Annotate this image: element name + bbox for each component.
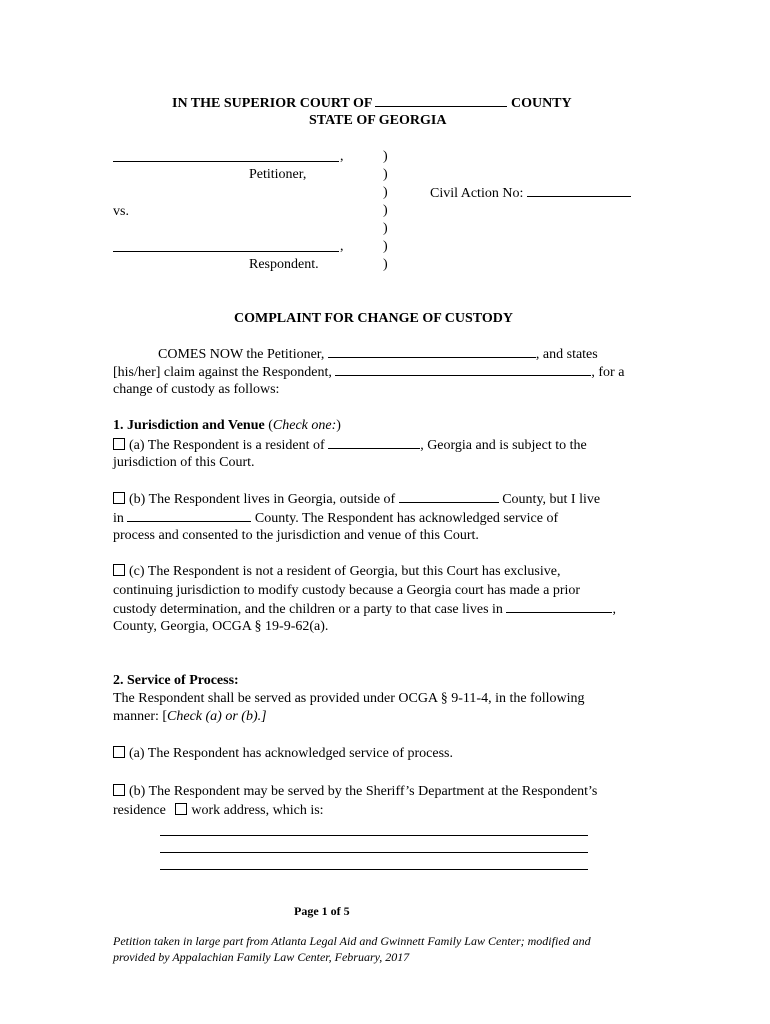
caption-paren-column: [383, 148, 393, 274]
respondent-name-blank[interactable]: [335, 363, 591, 376]
civil-action: Civil Action No:: [430, 184, 631, 203]
page-number: Page 1 of 5: [294, 904, 350, 918]
checkbox-2b[interactable]: [113, 784, 125, 796]
checkbox-1b[interactable]: [113, 492, 125, 504]
petitioner-name-blank[interactable]: [328, 345, 536, 358]
county-blank-1b-live[interactable]: [127, 509, 251, 522]
option-2a: (a) The Respondent has acknowledged service of process.: [113, 745, 453, 763]
section-2-heading: 2. Service of Process:: [113, 673, 239, 688]
paren: ): [383, 221, 388, 236]
option-1b: (b) The Respondent lives in Georgia, outside of County, but I live: [113, 490, 600, 509]
petitioner-name-line[interactable]: [113, 161, 339, 162]
option-1c-line-3: custody determination, and the children or a party to that case lives in ,: [113, 602, 616, 617]
checkbox-1c[interactable]: [113, 564, 125, 576]
address-line-2[interactable]: [160, 852, 588, 853]
complaint-title: COMPLAINT FOR CHANGE OF CUSTODY: [234, 311, 513, 326]
intro-line-3: change of custody as follows:: [113, 382, 280, 397]
option-1c: (c) The Respondent is not a resident of Georgia, but this Court has exclusive,: [113, 563, 560, 581]
option-1b-line-2: in County. The Respondent has acknowledged service of: [113, 511, 559, 526]
paren: ): [383, 185, 388, 200]
county-blank-1c[interactable]: [506, 600, 612, 613]
respondent-label: Respondent.: [249, 257, 319, 272]
section-1-heading: 1. Jurisdiction and Venue (Check one:): [113, 418, 341, 433]
option-1a: (a) The Respondent is a resident of , Georgia and is subject to the: [113, 436, 587, 455]
paren: ): [383, 257, 388, 272]
section-2-line-2: manner: [Check (a) or (b).]: [113, 709, 267, 724]
county-blank-1b-outside[interactable]: [399, 490, 499, 503]
option-1a-line-2: jurisdiction of this Court.: [113, 455, 255, 470]
footer-note-line-2: provided by Appalachian Family Law Center, February, 2017: [113, 950, 410, 964]
address-line-3[interactable]: [160, 869, 588, 870]
checkbox-1a[interactable]: [113, 438, 125, 450]
footer-note-line-1: Petition taken in large part from Atlanta Legal Aid and Gwinnett Family Law Center; modified and: [113, 934, 591, 948]
petitioner-comma: ,: [340, 149, 344, 164]
paren: ): [383, 149, 388, 164]
paren: ): [383, 203, 388, 218]
court-heading: IN THE SUPERIOR COURT OF COUNTY: [172, 96, 572, 111]
option-1c-line-2: continuing jurisdiction to modify custody because a Georgia court has made a prior: [113, 583, 581, 598]
address-line-1[interactable]: [160, 835, 588, 836]
checkbox-2a[interactable]: [113, 746, 125, 758]
intro-line-1: COMES NOW the Petitioner, , and states: [158, 347, 598, 362]
option-1c-line-4: County, Georgia, OCGA § 19-9-62(a).: [113, 619, 329, 634]
checkbox-2b-work[interactable]: [175, 803, 187, 815]
petitioner-label: Petitioner,: [249, 167, 307, 182]
respondent-comma: ,: [340, 239, 344, 254]
county-blank-1a[interactable]: [328, 436, 420, 449]
respondent-name-line[interactable]: [113, 251, 339, 252]
option-1b-line-3: process and consented to the jurisdiction and venue of this Court.: [113, 528, 479, 543]
section-2-line-1: The Respondent shall be served as provided under OCGA § 9-11-4, in the following: [113, 691, 585, 706]
county-blank[interactable]: [375, 94, 507, 107]
option-2b-line-2: residence work address, which is:: [113, 803, 324, 818]
state-heading: STATE OF GEORGIA: [309, 113, 447, 128]
civil-action-number-blank[interactable]: [527, 184, 631, 197]
intro-line-2: [his/her] claim against the Respondent, , for a: [113, 365, 625, 380]
paren: ): [383, 239, 388, 254]
option-2b: (b) The Respondent may be served by the Sheriff’s Department at the Respondent’s: [113, 783, 597, 801]
vs-label: vs.: [113, 204, 129, 219]
paren: ): [383, 167, 388, 182]
